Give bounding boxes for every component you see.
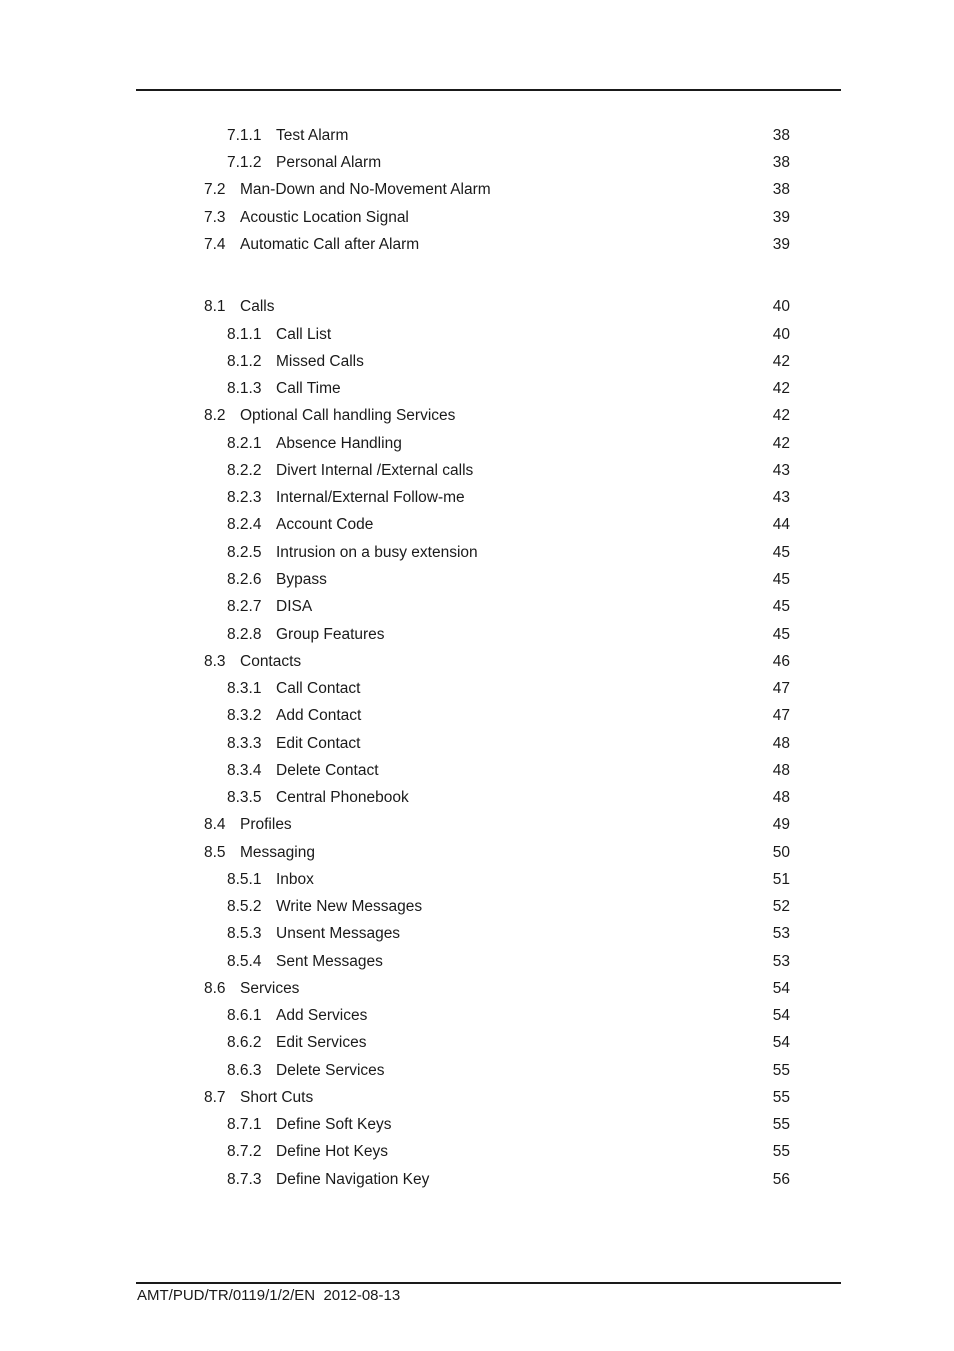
- toc-entry-page: 48: [772, 762, 790, 779]
- toc-entry-page: 48: [772, 735, 790, 752]
- toc-entry-title: Sent Messages: [276, 953, 383, 970]
- toc-entry[interactable]: [0, 679, 954, 699]
- toc-entry-number: 8.7.2: [227, 1143, 262, 1160]
- toc-entry-number: 8.2.2: [227, 462, 262, 479]
- toc-entry-title: Add Services: [276, 1007, 368, 1024]
- toc-entry-title: Absence Handling: [276, 435, 402, 452]
- toc-entry-title: Automatic Call after Alarm: [240, 236, 420, 253]
- toc-entry-number: 8.2.3: [227, 489, 262, 506]
- toc-entry-title: Short Cuts: [240, 1089, 314, 1106]
- toc-entry[interactable]: [0, 461, 954, 481]
- toc-entry-number: 8.6.1: [227, 1007, 262, 1024]
- toc-entry[interactable]: [0, 979, 954, 999]
- page-footer: [137, 1286, 400, 1306]
- toc-entry-title: Inbox: [276, 871, 314, 888]
- toc-entry-title: Messaging: [240, 844, 315, 861]
- toc-entry-title: Services: [240, 980, 300, 997]
- toc-entry[interactable]: [0, 543, 954, 563]
- toc-entry-title: Edit Contact: [276, 735, 361, 752]
- toc-entry-title: Account Code: [276, 516, 374, 533]
- toc-entry-title: Delete Services: [276, 1062, 385, 1079]
- toc-entry-number: 7.1.1: [227, 127, 262, 144]
- toc-entry-page: 40: [772, 326, 790, 343]
- toc-entry-page: 54: [772, 1007, 790, 1024]
- toc-entry-title: Define Navigation Key: [276, 1171, 430, 1188]
- toc-entry-number: 8.3.2: [227, 707, 262, 724]
- toc-entry-page: 53: [772, 925, 790, 942]
- toc-entry-page: 55: [772, 1143, 790, 1160]
- toc-entry[interactable]: [0, 488, 954, 508]
- toc-entry[interactable]: [0, 570, 954, 590]
- toc-entry[interactable]: [0, 761, 954, 781]
- toc-entry-page: 43: [772, 462, 790, 479]
- toc-entry-page: 45: [772, 544, 790, 561]
- toc-entry-page: 45: [772, 598, 790, 615]
- footer-date: 2012-08-13: [323, 1287, 401, 1304]
- toc-entry[interactable]: [0, 1033, 954, 1053]
- toc-entry-page: 46: [772, 653, 790, 670]
- toc-entry-number: 8.7.1: [227, 1116, 262, 1133]
- toc-entry-number: 8.5: [204, 844, 226, 861]
- toc-entry-page: 50: [772, 844, 790, 861]
- toc-entry[interactable]: [0, 625, 954, 645]
- toc-entry-title: Edit Services: [276, 1034, 367, 1051]
- toc-entry-title: Test Alarm: [276, 127, 349, 144]
- toc-entry-title: Intrusion on a busy extension: [276, 544, 478, 561]
- toc-entry[interactable]: [0, 235, 954, 255]
- toc-entry[interactable]: [0, 208, 954, 228]
- toc-entry-page: 38: [772, 127, 790, 144]
- footer-doc-id: AMT/PUD/TR/0119/1/2/EN: [137, 1287, 316, 1304]
- toc-entry-page: 54: [772, 1034, 790, 1051]
- toc-entry-title: Missed Calls: [276, 353, 364, 370]
- toc-entry[interactable]: [0, 788, 954, 808]
- toc-entry[interactable]: [0, 434, 954, 454]
- toc-entry-number: 8.2.4: [227, 516, 262, 533]
- toc-entry-page: 39: [772, 209, 790, 226]
- toc-entry-page: 55: [772, 1062, 790, 1079]
- toc-entry-page: 44: [772, 516, 790, 533]
- toc-entry-page: 42: [772, 380, 790, 397]
- toc-entry[interactable]: [0, 815, 954, 835]
- toc-entry-title: DISA: [276, 598, 313, 615]
- toc-entry-number: 8.3.3: [227, 735, 262, 752]
- toc-entry-number: 8.6: [204, 980, 226, 997]
- toc-entry-title: Calls: [240, 298, 275, 315]
- toc-entry[interactable]: [0, 597, 954, 617]
- toc-entry[interactable]: [0, 1142, 954, 1162]
- toc-entry[interactable]: [0, 843, 954, 863]
- toc-entry-number: 7.2: [204, 181, 226, 198]
- toc-entry-title: Call Contact: [276, 680, 361, 697]
- toc-entry-number: 7.4: [204, 236, 226, 253]
- toc-entry-title: Unsent Messages: [276, 925, 401, 942]
- toc-entry-number: 8.2.5: [227, 544, 262, 561]
- toc-entry-number: 8.1.3: [227, 380, 262, 397]
- toc-entry-title: Delete Contact: [276, 762, 379, 779]
- toc-entry-number: 7.3: [204, 209, 226, 226]
- toc-entry[interactable]: [0, 1061, 954, 1081]
- toc-entry[interactable]: [0, 1088, 954, 1108]
- toc-entry-page: 39: [772, 236, 790, 253]
- toc-entry-number: 8.2: [204, 407, 226, 424]
- toc-entry[interactable]: [0, 706, 954, 726]
- toc-entry-number: 8.3.4: [227, 762, 262, 779]
- toc-entry-page: 38: [772, 154, 790, 171]
- toc-entry-page: 51: [772, 871, 790, 888]
- toc-entry-page: 43: [772, 489, 790, 506]
- toc-entry[interactable]: [0, 1115, 954, 1135]
- toc-entry-title: Add Contact: [276, 707, 362, 724]
- footer-rule: [136, 1282, 841, 1284]
- toc-entry-title: Call List: [276, 326, 332, 343]
- toc-entry-number: 8.2.7: [227, 598, 262, 615]
- toc-entry-title: Optional Call handling Services: [240, 407, 456, 424]
- toc-entry-page: 40: [772, 298, 790, 315]
- toc-entry[interactable]: [0, 1006, 954, 1026]
- toc-entry-title: Group Features: [276, 626, 385, 643]
- toc-entry[interactable]: [0, 406, 954, 426]
- toc-entry[interactable]: [0, 897, 954, 917]
- toc-entry-number: 8.1.2: [227, 353, 262, 370]
- toc-entry-number: 8.7: [204, 1089, 226, 1106]
- toc-entry[interactable]: [0, 126, 954, 146]
- toc-entry-number: 8.2.8: [227, 626, 262, 643]
- toc-entry[interactable]: [0, 652, 954, 672]
- toc-entry-title: Man-Down and No-Movement Alarm: [240, 181, 491, 198]
- toc-entry[interactable]: [0, 734, 954, 754]
- toc-entry-number: 8.3: [204, 653, 226, 670]
- toc-entry-title: Acoustic Location Signal: [240, 209, 409, 226]
- toc-entry-number: 7.1.2: [227, 154, 262, 171]
- toc-entry[interactable]: [0, 180, 954, 200]
- toc-entry[interactable]: [0, 924, 954, 944]
- toc-entry-title: Call Time: [276, 380, 341, 397]
- toc-entry[interactable]: [0, 870, 954, 890]
- toc-entry-page: 47: [772, 707, 790, 724]
- toc-entry-page: 52: [772, 898, 790, 915]
- toc-entry-number: 8.2.6: [227, 571, 262, 588]
- toc-entry-number: 8.3.1: [227, 680, 262, 697]
- toc-entry[interactable]: [0, 297, 954, 317]
- toc-entry-number: 8.5.4: [227, 953, 262, 970]
- toc-entry-page: 42: [772, 407, 790, 424]
- toc-entry-title: Internal/External Follow-me: [276, 489, 465, 506]
- toc-entry-title: Central Phonebook: [276, 789, 409, 806]
- toc-entry-page: 47: [772, 680, 790, 697]
- toc-entry-title: Personal Alarm: [276, 154, 382, 171]
- toc-entry-title: Bypass: [276, 571, 327, 588]
- toc-entry-number: 8.5.3: [227, 925, 262, 942]
- toc-entry-number: 8.1: [204, 298, 226, 315]
- toc-entry-number: 8.2.1: [227, 435, 262, 452]
- toc-entry[interactable]: [0, 153, 954, 173]
- toc-entry[interactable]: [0, 952, 954, 972]
- toc-entry-number: 8.6.2: [227, 1034, 262, 1051]
- toc-entry-page: 38: [772, 181, 790, 198]
- toc-entry-page: 42: [772, 353, 790, 370]
- toc-entry-title: Define Soft Keys: [276, 1116, 392, 1133]
- toc-entry-title: Contacts: [240, 653, 302, 670]
- toc-entry-page: 54: [772, 980, 790, 997]
- toc-entry-number: 8.4: [204, 816, 226, 833]
- toc-entry[interactable]: [0, 352, 954, 372]
- toc-entry-page: 55: [772, 1089, 790, 1106]
- toc-entry-number: 8.5.1: [227, 871, 262, 888]
- toc-entry[interactable]: [0, 325, 954, 345]
- toc-entry-page: 49: [772, 816, 790, 833]
- toc-entry-page: 56: [772, 1171, 790, 1188]
- toc-entry-title: Profiles: [240, 816, 292, 833]
- toc-entry-number: 8.7.3: [227, 1171, 262, 1188]
- toc-entry-page: 45: [772, 626, 790, 643]
- toc-entry-number: 8.3.5: [227, 789, 262, 806]
- toc-entry[interactable]: [0, 1170, 954, 1190]
- toc-entry-number: 8.6.3: [227, 1062, 262, 1079]
- toc-entry-title: Define Hot Keys: [276, 1143, 388, 1160]
- toc-entry-page: 45: [772, 571, 790, 588]
- toc-entry-page: 53: [772, 953, 790, 970]
- toc-entry-title: Write New Messages: [276, 898, 423, 915]
- toc-entry-page: 42: [772, 435, 790, 452]
- toc-entry-page: 48: [772, 789, 790, 806]
- toc-entry-title: Divert Internal /External calls: [276, 462, 474, 479]
- toc-entry-number: 8.1.1: [227, 326, 262, 343]
- toc-entry-number: 8.5.2: [227, 898, 262, 915]
- toc-entry[interactable]: [0, 515, 954, 535]
- toc-entry-page: 55: [772, 1116, 790, 1133]
- toc-entry[interactable]: [0, 379, 954, 399]
